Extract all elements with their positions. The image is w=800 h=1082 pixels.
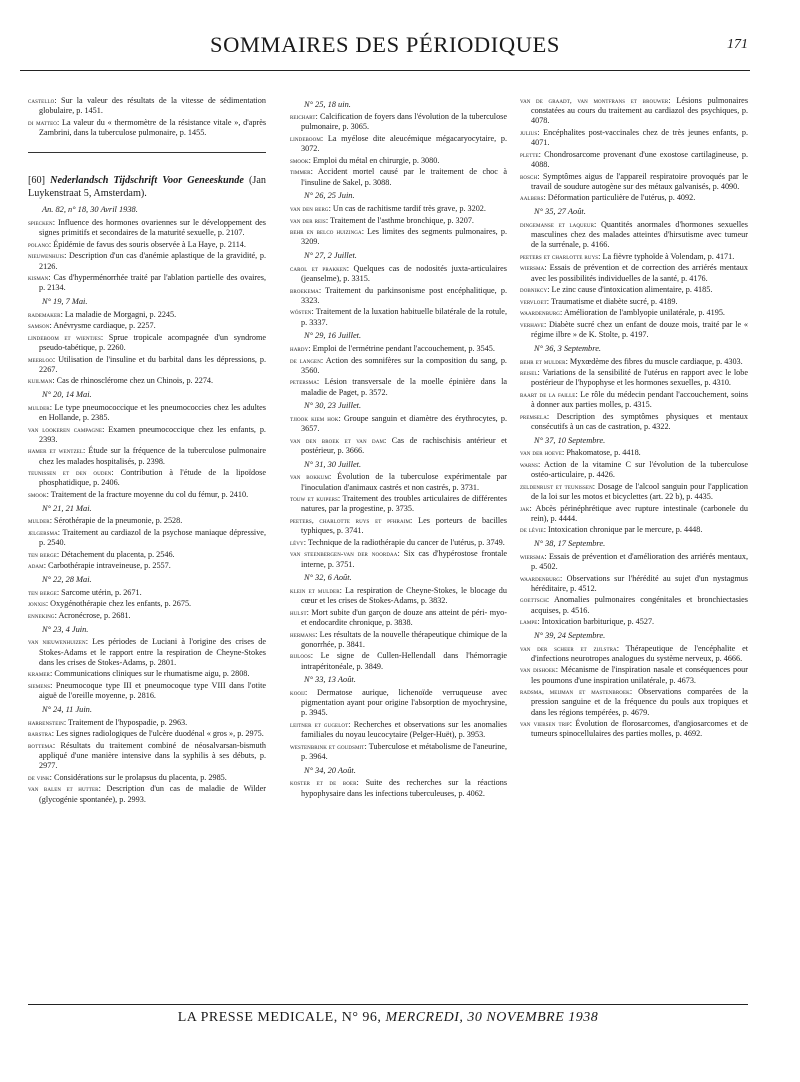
article-entry xyxy=(28,240,266,250)
article-author: zeldenrust et teunissen xyxy=(520,482,593,491)
article-author: wiersma xyxy=(520,264,545,273)
article-author: teunissen et den ouden xyxy=(28,469,112,478)
issue-heading: N° 29, 16 Juillet. xyxy=(304,331,362,341)
article-title: : Le signe de Cullen-Hellendall dans l'hémorragie intrapéritonéale, p. 3849. xyxy=(301,651,507,671)
article-entry xyxy=(520,220,748,251)
article-title: : Traitement de la luxation habituelle bilatérale de la rotule, p. 3337. xyxy=(301,307,507,327)
article-entry xyxy=(290,538,507,548)
article-author: vervloet xyxy=(520,297,547,306)
article-title: : Considérations sur le prolapsus du placenta, p. 2985. xyxy=(49,772,227,782)
article-title: : Influence des hormones ovariennes sur le développement des signes primitifs et secondaires de la maturité sexuelle, p. 2107. xyxy=(39,217,266,238)
article-title: : Thérapeutique de l'encéphalite et d'infections neurotropes analogues du système nerveux, p. 4666. xyxy=(531,643,748,663)
issue-heading: N° 23, 4 Juin. xyxy=(42,624,89,634)
article-title: : Accident mortel causé par le traitement de choc à l'insuline de Sakel, p. 3088. xyxy=(301,167,507,187)
article-entry xyxy=(28,516,266,526)
article-title: : Lésions pulmonaires constatées au cours du traitement au cardiazol des psychiques, p. 4078. xyxy=(531,96,748,126)
column-right xyxy=(520,96,748,996)
article-author: warns xyxy=(520,460,539,469)
article-author: wösten xyxy=(290,308,312,317)
article-author: timmer xyxy=(290,168,311,177)
article-title: : Communications cliniques sur le rhumatisme aigu, p. 2808. xyxy=(50,669,250,679)
article-title: : Mécanisme de l'inspiration nasale et conséquences pour les poumons d'une inspiration unilatérale, p. 4673. xyxy=(531,665,748,685)
article-entry xyxy=(520,412,748,432)
article-entry xyxy=(520,448,748,458)
article-title: : Le type pneumococcique et les pneumococcies chez les adultes en Hollande, p. 2385. xyxy=(39,402,266,423)
article-author: van der hoeve xyxy=(520,449,563,458)
article-author: lindeboom xyxy=(290,135,321,143)
article-entry xyxy=(290,414,507,434)
article-title: : Suite des recherches sur la réactions hypophysaire dans les infections tuberculeuses, p. 4062. xyxy=(301,778,507,798)
article-entry xyxy=(28,741,266,772)
article-author: enneking xyxy=(28,612,55,621)
journal-heading xyxy=(28,175,266,200)
article-entry xyxy=(290,586,507,606)
article-entry xyxy=(520,552,748,572)
article-author: behr en belco huizinga xyxy=(290,228,362,237)
article-entry xyxy=(290,156,507,166)
article-entry xyxy=(28,425,266,445)
article-title: : Traumatisme et diabète sucré, p. 4189. xyxy=(546,296,678,306)
article-entry xyxy=(520,308,748,318)
article-title: : Traitement au cardiazol de la psychose maniaque dépressive, p. 2540. xyxy=(39,528,266,548)
article-entry xyxy=(520,574,748,594)
article-author: lindeboom et wientjes xyxy=(28,333,101,342)
article-author: barstra xyxy=(28,730,52,739)
article-author: mulder xyxy=(28,403,50,412)
article-title: : Anévrysme cardiaque, p. 2257. xyxy=(49,321,156,331)
article-author: van den broek et van dam xyxy=(290,436,385,445)
article-title: : Encéphalites post-vaccinales chez de très jeunes enfants, p. 4071. xyxy=(531,128,748,148)
article-entry xyxy=(28,588,266,598)
article-title: : Sprue tropicale acompagnée d'un syndrome pseudo-tabétique, p. 2260. xyxy=(39,332,266,353)
article-author: hamer et wentzel xyxy=(28,447,84,456)
article-author: bottema xyxy=(28,741,53,750)
article-title: : Chondrosarcome provenant d'une exostose cartilagineuse, p. 4088. xyxy=(531,149,748,169)
issue-heading: N° 39, 24 Septembre. xyxy=(534,630,606,640)
article-title: : Évolution de la tuberculose expérimentale par l'inoculation d'animaux castrés et non castrés, p. 3731. xyxy=(301,472,507,492)
article-author: baart de la faille xyxy=(520,390,576,399)
section-divider xyxy=(28,152,266,153)
article-entry xyxy=(28,468,266,488)
article-author: nieuwenhuis xyxy=(28,252,65,261)
article-entry xyxy=(28,611,266,621)
article-title: : Traitement du parkinsonisme post encéphalitique, p. 3323. xyxy=(301,285,507,305)
article-author: lampe xyxy=(520,618,538,627)
article-title: : Dosage de l'alcool sanguin pour l'application de la loi sur les motos et bicyclettes (art. 22 b), p. 4435. xyxy=(531,481,748,501)
article-author: van den berg xyxy=(290,205,329,213)
article-entry xyxy=(290,742,507,762)
article-title: : Phakomatose, p. 4418. xyxy=(562,448,641,458)
article-title: : Observations comparées de la pression sanguine et de la fréquence du pouls aux tropiques et dans les régions tempérées, p. 4679. xyxy=(531,687,748,717)
article-title: : Acronécrose, p. 2681. xyxy=(54,611,131,621)
article-entry xyxy=(28,118,266,138)
article-title: : Action de la vitamine C sur l'évolution de la tuberculose ostéo-articulaire, p. 4426. xyxy=(531,459,748,480)
article-author: lévy xyxy=(290,538,304,547)
article-entry xyxy=(520,263,748,283)
article-entry xyxy=(520,368,748,388)
article-author: meerloo xyxy=(28,355,53,364)
page-footer xyxy=(28,1004,748,1026)
issue-heading: N° 25, 18 uin. xyxy=(304,99,351,109)
issue-heading: N° 37, 10 Septembre. xyxy=(534,435,606,445)
article-author: peeters, charlotte ruys et pfhraim xyxy=(290,517,411,525)
article-entry xyxy=(520,595,748,615)
article-title: : Cas de rhinosclérome chez un Chinois, p. 2274. xyxy=(52,376,214,386)
article-author: hulst xyxy=(290,608,307,617)
article-entry xyxy=(520,252,748,262)
article-entry xyxy=(520,719,748,739)
article-entry xyxy=(520,390,748,410)
article-title: : Calcification de foyers dans l'évolution de la tuberculose pulmonaire, p. 3065. xyxy=(301,112,507,132)
issue-heading: An. 82, n° 18, 30 Avril 1938. xyxy=(42,205,138,215)
article-author: ten berge xyxy=(28,588,57,597)
article-entry xyxy=(28,96,266,116)
article-title: : Traitement des troubles articulaires de différentes natures, par la progestine, p. 3735. xyxy=(301,494,507,514)
article-entry xyxy=(290,688,507,719)
article-author: ten berge xyxy=(28,550,57,559)
article-title: : Lésion transversale de la moelle épinière dans la maladie de Paget, p. 3572. xyxy=(301,377,507,397)
article-entry xyxy=(290,134,507,154)
column-left xyxy=(28,96,266,996)
issue-heading: N° 31, 30 Juillet. xyxy=(304,459,362,469)
issue-heading: N° 38, 17 Septembre. xyxy=(534,539,606,549)
article-title: : Intoxication barbiturique, p. 4527. xyxy=(537,617,655,627)
article-entry xyxy=(520,285,748,295)
article-entry xyxy=(520,665,748,685)
page-header xyxy=(20,30,750,71)
article-title: : Symptômes aigus de l'appareil respiratoire provoqués par le travail de soudure autogène sur des métaux galvanisés, p. 4090. xyxy=(531,171,748,191)
footer-publication: LA PRESSE MEDICALE, N° 96, xyxy=(177,1010,382,1025)
article-author: di matteo xyxy=(28,118,57,127)
article-title: : La myélose dite aleucémique mégacaryocytaire, p. 3072. xyxy=(301,134,507,154)
article-author: rademaker xyxy=(28,310,61,319)
article-entry xyxy=(290,608,507,628)
article-author: julius xyxy=(520,129,538,137)
article-title: : Six cas d'hypérostose frontale interne, p. 3751. xyxy=(301,549,507,569)
article-title: : Abcès périnéphrétique avec rupture intestinale (carbonele du rein), p. 4444. xyxy=(529,503,748,523)
article-title: : Détachement du placenta, p. 2546. xyxy=(56,549,175,559)
article-entry xyxy=(290,494,507,514)
article-title: : Les signes radiologiques de l'ulcère duodénal « gros », p. 2975. xyxy=(51,729,264,739)
article-author: van der reis xyxy=(290,216,326,225)
article-author: klein et mulder xyxy=(290,587,340,595)
article-author: reichart xyxy=(290,113,316,122)
article-entry xyxy=(520,644,748,664)
article-author: de vink xyxy=(28,773,50,782)
article-entry xyxy=(28,637,266,668)
article-author: smook xyxy=(290,156,309,165)
article-entry xyxy=(290,549,507,569)
article-author: kisman xyxy=(28,274,49,283)
article-title: : Traitement de l'asthme bronchique, p. 3207. xyxy=(325,215,474,225)
article-author: goettsch xyxy=(520,596,547,605)
article-entry xyxy=(520,617,748,627)
article-title: : Mort subite d'un garçon de douze ans atteint de péri- myo- et endocardite chronique, p. 3838. xyxy=(301,607,507,627)
article-entry xyxy=(290,651,507,671)
article-entry xyxy=(290,264,507,284)
article-author: touw et kuipers xyxy=(290,495,338,504)
article-entry xyxy=(290,472,507,492)
article-author: koster et de boer xyxy=(290,779,357,788)
article-title: : Pneumocoque type III et pneumocoque type VIII dans l'otite aiguë de l'oreille moyenne, p. 2816. xyxy=(39,681,266,701)
article-author: spiecken xyxy=(28,218,53,227)
article-title: : Essais de prévention et d'amélioration des arriérés mentaux, p. 4502. xyxy=(531,551,748,571)
article-author: van lookeren campagne xyxy=(28,425,103,434)
article-author: reisel xyxy=(520,369,538,378)
article-author: premsela xyxy=(520,412,547,421)
article-author: leitner et gugelot xyxy=(290,721,349,729)
article-author: de langen xyxy=(290,356,321,365)
journal-address: (Jan Luykenstraat 5, Amsterdam). xyxy=(28,175,266,199)
article-entry xyxy=(520,193,748,203)
article-author: harrenstein xyxy=(28,718,64,727)
article-title: : Traitement de la fracture moyenne du col du fémur, p. 2410. xyxy=(46,490,249,500)
article-author: smook xyxy=(28,491,47,500)
article-author: jelgersma xyxy=(28,529,58,538)
article-author: van steenbergen-van der noordaa xyxy=(290,550,398,559)
article-entry xyxy=(290,344,507,354)
article-entry xyxy=(520,96,748,127)
article-entry xyxy=(290,286,507,306)
article-author: waardenburg xyxy=(520,309,560,318)
article-author: van dishoek xyxy=(520,666,556,675)
article-entry xyxy=(290,204,507,214)
article-title: : Anomalies pulmonaires congénitales et bronchiectasies acquises, p. 4516. xyxy=(531,595,748,615)
article-entry xyxy=(28,321,266,331)
article-entry xyxy=(28,403,266,423)
article-title: : Emploi de l'ermétrine pendant l'accouchement, p. 3545. xyxy=(308,344,495,353)
article-title: : Sur la valeur des résultats de la vitesse de sédimentation globulaire, p. 1451. xyxy=(39,96,266,116)
issue-heading: N° 36, 3 Septembre. xyxy=(534,343,602,353)
article-title: : Recherches et observations sur les anomalies familiales du noyau leucocytaire (Pelger-Huët), p. 3953. xyxy=(301,720,507,740)
article-title: : Carbothérapie intraveineuse, p. 2557. xyxy=(43,561,171,571)
article-entry xyxy=(28,490,266,500)
article-entry xyxy=(290,516,507,536)
article-title: : La fièvre typhoïde à Volendam, p. 4171. xyxy=(598,251,735,261)
article-entry xyxy=(28,599,266,609)
article-author: petersma xyxy=(290,378,317,387)
article-entry xyxy=(520,504,748,524)
article-author: aalbers xyxy=(520,194,544,203)
page-title: SOMMAIRES DES PÉRIODIQUES xyxy=(209,32,561,57)
article-title: : Essais de prévention et de correction des arriérés mentaux avec les possibilités individuelles de la santé, p. 4176. xyxy=(531,263,748,283)
article-entry xyxy=(520,525,748,535)
article-entry xyxy=(28,218,266,238)
article-title: : Sarcome utérin, p. 2671. xyxy=(56,587,142,597)
article-title: : La maladie de Morgagni, p. 2245. xyxy=(60,309,177,319)
article-entry xyxy=(520,482,748,502)
article-author: broekema xyxy=(290,286,319,295)
article-title: : Description d'un cas d'anémie aplastique de la gravidité, p. 2126. xyxy=(39,251,266,271)
article-author: hardy xyxy=(290,345,309,353)
article-entry xyxy=(290,216,507,226)
article-title: : Action des somnifères sur la composition du sang, p. 3560. xyxy=(301,355,507,375)
article-author: van de graadt, van montfrans et brouwer xyxy=(520,97,669,105)
article-entry xyxy=(290,630,507,650)
article-title: : Emploi du métal en chirurgie, p. 3080. xyxy=(308,155,440,165)
article-entry xyxy=(28,669,266,679)
article-title: : Variations de la sensibilité de l'utérus en rapport avec le lobe postérieur de l'hypophyse et les hormones sexuelles, p. 4310. xyxy=(531,368,748,388)
article-author: plette xyxy=(520,150,539,159)
article-title: : Un cas de rachitisme tardif très grave, p. 3202. xyxy=(328,204,486,213)
article-title: : Quantités anormales d'hormones sexuelles masculines chez des malades atteintes d'hirsutisme avec tumeur de la surrénale, p. 4166. xyxy=(531,219,748,250)
article-author: van viersen trip xyxy=(520,720,570,729)
article-author: jonxis xyxy=(28,600,46,609)
article-title: : Étude sur la fréquence de la tuberculose pulmonaire chez les malades hospitalisés, p. 2398. xyxy=(39,446,266,466)
article-title: : Oxygénothérapie chez les enfants, p. 2675. xyxy=(45,599,192,609)
column-middle xyxy=(290,96,507,996)
article-entry xyxy=(520,172,748,192)
issue-heading: N° 20, 14 Mai. xyxy=(42,390,92,400)
article-author: siemens xyxy=(28,682,51,691)
article-author: mulder xyxy=(28,517,50,526)
issue-heading: N° 19, 7 Mai. xyxy=(42,297,88,306)
article-entry xyxy=(520,150,748,170)
article-entry xyxy=(290,307,507,327)
article-entry xyxy=(28,681,266,701)
article-author: peeters et charlotte ruys xyxy=(520,252,599,261)
article-title: : Tuberculose et métabolisme de l'aneurine, p. 3964. xyxy=(301,741,507,761)
article-title: : Intoxication chronique par le mercure, p. 4448. xyxy=(543,525,703,535)
article-title: : Description des symptômes physiques et mentaux consécutifs à un cas de castration, p. 4322. xyxy=(531,411,748,431)
article-entry xyxy=(290,377,507,397)
article-title: : Sérothérapie de la pneumonie, p. 2528. xyxy=(49,516,183,526)
issue-heading: N° 24, 11 Juin. xyxy=(42,704,92,714)
article-entry xyxy=(28,310,266,320)
article-title: : Traitement de l'hypospadie, p. 2963. xyxy=(63,717,188,727)
article-author: van balen et hutter xyxy=(28,785,99,794)
article-author: behr et mulder xyxy=(520,357,566,366)
article-author: wiersma xyxy=(520,552,545,561)
article-author: radsma, meijman et mastenbroek xyxy=(520,688,630,697)
article-title: : La respiration de Cheyne-Stokes, le blocage du cœur et les crises de Stokes-Adams, p. 3832. xyxy=(301,586,507,606)
article-author: adam xyxy=(28,562,44,571)
article-entry xyxy=(28,251,266,271)
article-title: : Les limites des segments pulmonaires, p. 3209. xyxy=(301,227,507,247)
footer-date: MERCREDI, 30 NOVEMBRE 1938 xyxy=(385,1010,599,1025)
article-title: : Contribution à l'étude de la lipoïdose phosphatidique, p. 2406. xyxy=(39,468,266,488)
issue-heading: N° 33, 13 Août. xyxy=(304,675,356,685)
article-author: polano xyxy=(28,240,49,249)
article-entry xyxy=(290,778,507,798)
article-entry xyxy=(28,561,266,571)
issue-heading: N° 22, 28 Mai. xyxy=(42,575,92,585)
article-title: : Évolution de florosarcomes, d'angiosarcomes et de tumeurs spinocellulaires des parties molles, p. 4692. xyxy=(531,719,748,739)
article-title: : Dermatose aurique, lichenoïde verruqueuse avec pigmentation ayant pour origine l'absorption de myochrysine, p. 3945. xyxy=(301,688,507,718)
issue-heading: N° 32, 6 Août. xyxy=(304,573,352,583)
article-entry xyxy=(520,128,748,148)
article-entry xyxy=(28,729,266,739)
article-entry xyxy=(28,528,266,548)
article-entry xyxy=(28,773,266,783)
article-author: tjiook kiem hok xyxy=(290,415,339,423)
journal-name: Nederlandsch Tijdschrift Voor Geneeskunde xyxy=(50,175,244,187)
article-author: samson xyxy=(28,322,50,331)
article-title: : Cas d'hyperménorrhée traité par l'ablation partielle des ovaires, p. 2134. xyxy=(39,273,266,293)
article-entry xyxy=(290,436,507,456)
article-title: : Le zinc cause d'intoxication alimentaire, p. 4185. xyxy=(547,285,713,295)
issue-heading: N° 30, 23 Juillet. xyxy=(304,401,362,411)
article-title: : Examen pneumococcique chez les enfants, p. 2393. xyxy=(39,424,266,444)
article-title: : Déformation particulière de l'utérus, p. 4092. xyxy=(543,193,696,203)
article-author: van der scheer et zijlstra xyxy=(520,644,617,653)
article-title: : Diabète sucré chez un enfant de douze mois, traité par le « régime ilbre » de K. Stolte, p. 4197. xyxy=(531,319,748,340)
article-title: : Le rôle du médecin pendant l'accouchement, soins à donner aux parties molles, p. 4315. xyxy=(531,389,748,410)
article-author: verhave xyxy=(520,320,544,329)
article-title: : La valeur du « thermomètre de la résistance vitale », d'après Zambrini, dans la tuberculose pulmonaire, p. 1455. xyxy=(39,117,266,137)
article-author: van bokkum xyxy=(290,473,330,482)
article-entry xyxy=(28,550,266,560)
issue-heading: N° 26, 25 Juin. xyxy=(304,191,355,201)
article-entry xyxy=(520,320,748,340)
article-author: van nieuwenhuizen xyxy=(28,638,86,647)
article-entry xyxy=(290,356,507,376)
article-entry xyxy=(520,297,748,307)
article-title: : Quelques cas de nodosités juxta-articulaires (jeanselme), p. 3315. xyxy=(301,263,507,283)
article-entry xyxy=(290,227,507,247)
article-author: waardenburg xyxy=(520,574,560,583)
article-title: : Résultats du traitement combiné de néosalvarsan-bismuth appliqué d'une manière intensive dans la syphilis à ses débuts, p. 2977. xyxy=(39,740,266,771)
article-entry xyxy=(28,784,266,804)
article-entry xyxy=(28,273,266,293)
article-author: jak xyxy=(520,504,530,513)
article-title: : Utilisation de l'insuline et du barbital dans les dépressions, p. 2267. xyxy=(39,354,266,374)
article-entry xyxy=(520,460,748,480)
article-entry xyxy=(28,446,266,466)
article-author: bosch xyxy=(520,172,538,181)
article-author: bijloos xyxy=(290,652,311,661)
article-author: hermans xyxy=(290,630,316,639)
article-author: dobnikcy xyxy=(520,286,548,295)
article-entry xyxy=(290,720,507,740)
article-entry xyxy=(290,167,507,187)
article-author: westenbrink et goudsmit xyxy=(290,742,365,751)
issue-heading: N° 27, 2 Juillet. xyxy=(304,251,357,261)
article-title: : Épidémie de favus des souris observée à La Haye, p. 2114. xyxy=(48,239,246,249)
article-title: : Groupe sanguin et diamètre des érythrocytes, p. 3657. xyxy=(301,414,507,434)
article-title: : Description d'un cas de maladie de Wilder (glycogénie spontanée), p. 2993. xyxy=(39,784,266,804)
article-entry xyxy=(290,112,507,132)
article-title: : Myxœdème des fibres du muscle cardiaque, p. 4303. xyxy=(565,356,743,366)
issue-heading: N° 35, 27 Août. xyxy=(534,207,586,217)
article-title: : Les périodes de Luciani à l'origine des crises de Stokes-Adams et le rapport entre la respiration de Cheyne-Stokes dans les crises de Stokes-Adams, p. 2801. xyxy=(39,637,266,667)
article-author: dingemanse et laqueur xyxy=(520,220,595,229)
article-title: : Observations sur l'hérédité au sujet d'un nystagmus héréditaire, p. 4512. xyxy=(531,573,748,593)
article-author: kooij xyxy=(290,689,305,697)
article-author: kramer xyxy=(28,670,50,679)
article-title: : Cas de rachischisis antérieur et postérieur, p. 3666. xyxy=(301,435,507,455)
article-author: carol et prakken xyxy=(290,264,347,273)
journal-number: [60] xyxy=(28,175,45,187)
article-title: : Les résultats de la nouvelle thérapeutique chimique de la gonorrhée, p. 3841. xyxy=(301,629,507,649)
issue-heading: N° 34, 20 Août. xyxy=(304,765,356,775)
article-entry xyxy=(28,718,266,728)
article-author: de lévie xyxy=(520,526,544,535)
article-author: kuilman xyxy=(28,377,53,386)
issue-heading: N° 21, 21 Mai. xyxy=(42,503,92,513)
article-title: : Technique de la radiothérapie du cancer de l'utérus, p. 3749. xyxy=(303,537,505,547)
article-title: : Amélioration de l'amblyopie unilatérale, p. 4195. xyxy=(560,308,725,318)
article-title: : Les porteurs de bacilles typhiques, p. 3741. xyxy=(301,516,507,536)
article-entry xyxy=(520,357,748,367)
page-number: 171 xyxy=(727,37,748,52)
article-entry xyxy=(28,376,266,386)
article-entry xyxy=(28,355,266,375)
article-entry xyxy=(28,333,266,353)
article-entry xyxy=(520,687,748,718)
article-author: castello xyxy=(28,97,55,105)
